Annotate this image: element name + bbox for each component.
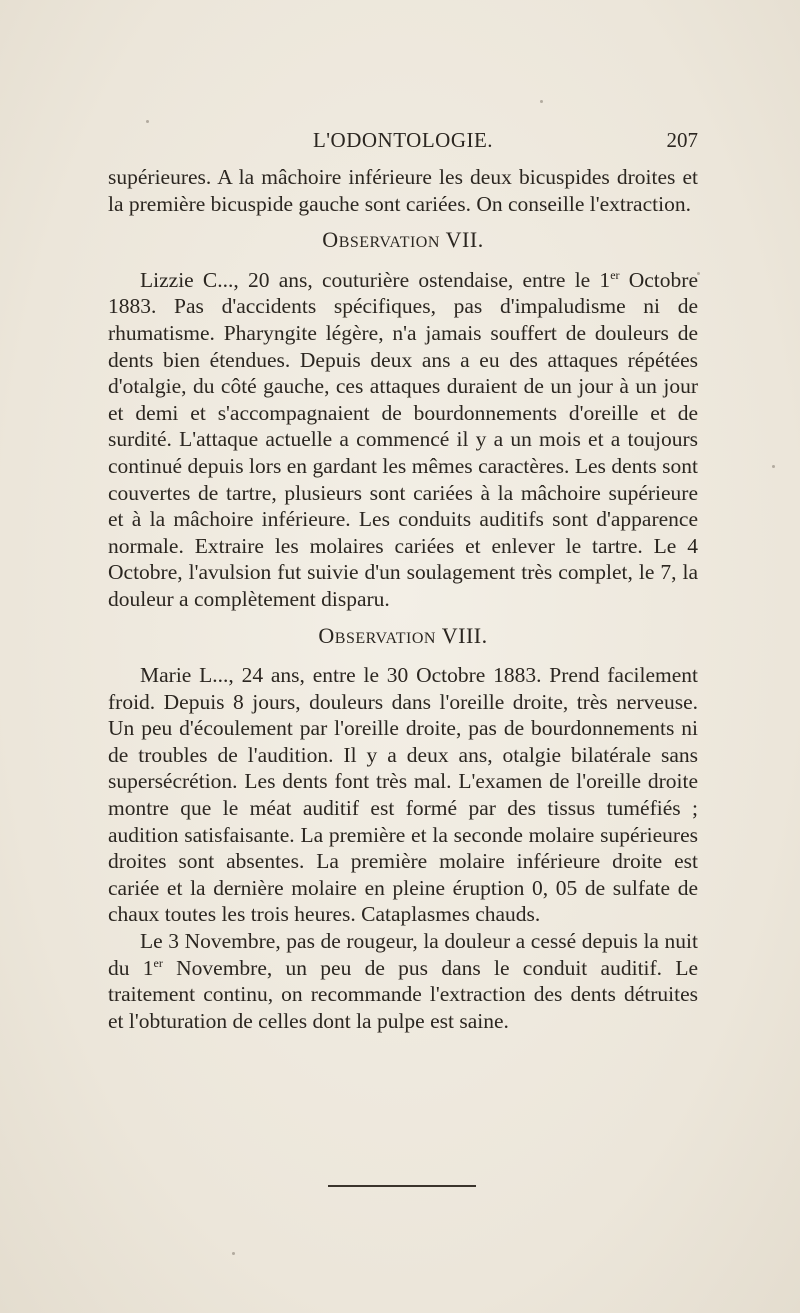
superscript: er <box>610 267 620 282</box>
section-end-rule <box>328 1185 476 1187</box>
running-head: L'ODONTOLOGIE. <box>312 128 494 152</box>
observation-vii-text <box>108 267 698 613</box>
observation-viii-heading <box>108 623 698 653</box>
paragraph-continuation: supérieures. A la mâchoire inférieure les deux bicuspides droites et la première bicuspide gauche sont cariées. On conseille l'extraction. <box>108 165 698 216</box>
heading-smallcaps: BSERVATION <box>334 629 436 647</box>
heading-initial: O <box>318 622 335 648</box>
text-run: Lizzie C..., 20 ans, couturière ostendaise, entre le 1 <box>140 267 611 292</box>
paper-speck <box>772 465 775 468</box>
body-text <box>108 164 698 1034</box>
page-number: 207 <box>666 128 698 152</box>
text-run: Novembre, un peu de pus dans le conduit auditif. Le traitement continu, on recommande l'extraction des dents détruites et l'obturation de celles dont la pulpe est saine. <box>108 955 698 1033</box>
paper-speck <box>232 1252 235 1255</box>
paper-speck <box>540 100 543 103</box>
page-header <box>108 128 698 158</box>
heading-number: VII. <box>445 227 484 253</box>
observation-viii-text: Marie L..., 24 ans, entre le 30 Octobre 1883. Prend facilement froid. Depuis 8 jours, douleurs dans l'oreille droite, très nerveuse. Un peu d'écoulement par l'oreille droite, pas de bourdonnements ni de troubles de l'audition. Il y a deux ans, otalgie bilatérale sans supersécrétion. Les dents font très mal. L'examen de l'oreille droite montre que le méat auditif est formé par des tissus tuméfiés ; audition satisfaisante. La première et la seconde molaire supérieures droites sont absentes. La première molaire inférieure droite est cariée et la dernière molaire en pleine éruption 0, 05 de sulfate de chaux toutes les trois heures. Cataplasmes chauds. <box>108 663 698 927</box>
heading-number: VIII. <box>441 622 488 648</box>
paper-speck <box>146 120 149 123</box>
heading-initial: O <box>322 227 339 253</box>
observation-viii-followup <box>108 928 698 1034</box>
observation-vii-heading <box>108 227 698 257</box>
superscript: er <box>153 955 163 970</box>
heading-smallcaps: BSERVATION <box>338 234 440 252</box>
text-run: Octobre 1883. Pas d'accidents spécifiques, pas d'impaludisme ni de rhumatisme. Pharyngite légère, n'a jamais souffert de douleurs de dents bien étendues. Depuis deux ans a eu des attaques répétées d'otalgie, du côté gauche, ces attaques duraient de un jour à un jour et demi et s'accompagnaient de bourdonnements d'oreille et de surdité. L'attaque actuelle a commencé il y a un mois et a toujours continué depuis lors en gardant les mêmes caractères. Les dents sont couvertes de tartre, plusieurs sont cariées à la mâchoire supérieure et à la mâchoire inférieure. Les conduits auditifs sont d'apparence normale. Extraire les molaires cariées et enlever le tartre. Le 4 Octobre, l'avulsion fut suivie d'un soulagement très complet, le 7, la douleur a complètement disparu. <box>108 267 698 611</box>
text-run: Le 3 Novembre, pas de rougeur, la douleur a cessé depuis la nuit du 1 <box>108 929 698 980</box>
